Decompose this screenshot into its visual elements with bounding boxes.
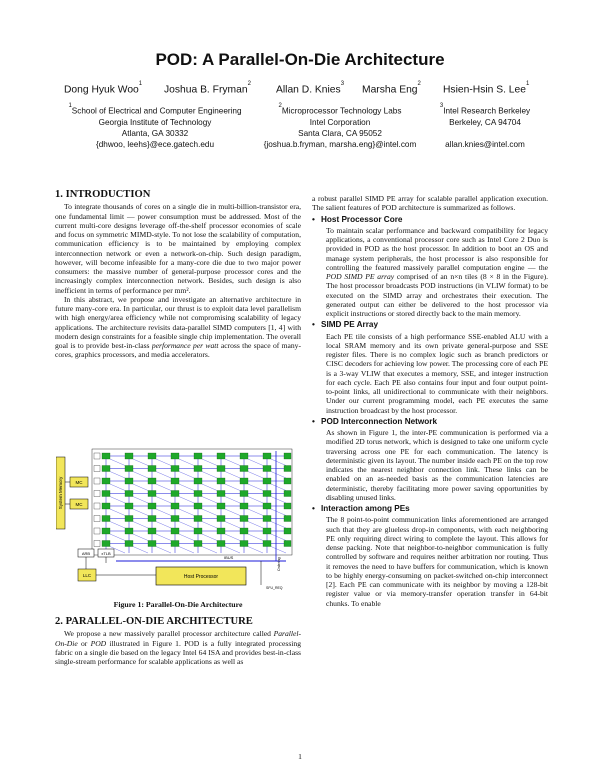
pe-tile [240,491,248,497]
pe-link [225,534,240,541]
pe-tile [148,541,156,547]
ordering-label: Ordering [277,557,281,571]
pe-tile [194,466,202,472]
bullet-heading: • POD Interconnection Network [312,416,438,426]
pe-tile [194,516,202,522]
section-heading: 1. INTRODUCTION [55,189,151,200]
rrq-block [94,541,100,547]
pe-tile [263,503,271,509]
pe-tile [240,478,248,484]
pe-tile [125,528,133,534]
pe-link [271,459,286,466]
paragraph: Each PE tile consists of a high performance SSE-enabled ALU with a local SRAM memory and its own private general-purpose and SSE register files. There is no complex logic such as branch predictors or CISC decoders for achieving low power. The processing core of each PE is a 3-way VLIW that executes a memory, SSE, and integer instruction for each cycle. Each PE also contains four input and four output point-to-point links, all unidirectional to communicate with their neighbors. Under our current programming model, each PE executes the same instruction broadcast by the host processor. [326,331,548,415]
pe-tile [263,478,271,484]
pe-link [110,509,125,516]
pe-link [156,497,171,504]
pe-tile [240,516,248,522]
pe-link [110,472,125,479]
pe-tile [125,503,133,509]
figure-pod-architecture [56,443,300,591]
rrq-block [94,491,100,497]
pe-tile [217,478,225,484]
pe-link [156,522,171,529]
pe-tile [171,491,179,497]
pe-tile [148,528,156,534]
pe-tile [102,541,110,547]
host-processor-label: Host Processor [183,574,219,580]
pe-link [156,472,171,479]
paragraph: In this abstract, we propose and investigate an alternative architecture in future many-core era. In particular, our thrust is to exploit data level parallelism with high energy/area efficiency while not compromising scalability of legacy applications. The architecture revisits data-parallel SIMD computers [1, 4] with modern design constraints for a feasible single chip implementation. The overall goal is to provide best-in-class performance per watt across the space of many-cores, graphics processors, and media accelerators. [55,294,301,360]
pe-tile [263,516,271,522]
sfu-block [284,453,291,459]
pe-link [248,547,263,554]
pe-tile [240,503,248,509]
pe-link [248,459,263,466]
pe-link [271,522,286,529]
pe-tile [102,528,110,534]
author: Hsien-Hsin S. Lee$^1$ [443,81,530,96]
pe-tile [240,541,248,547]
pe-link [133,522,148,529]
rrq-block [94,453,100,459]
pe-link [202,484,217,491]
pe-tile [263,453,271,459]
pe-link [110,497,125,504]
pe-link [110,484,125,491]
pe-link [271,497,286,504]
affiliation: $^2$Microprocessor Technology Labs Intel Corporation Santa Clara, CA 95052 {joshua.b.fryman, marsha.eng}@intel.com [263,103,417,149]
pe-tile [171,478,179,484]
pe-link [225,509,240,516]
rrq-block [94,466,100,472]
pe-link [133,534,148,541]
author: Allan D. Knies$^3$ [276,81,345,96]
pe-tile [171,541,179,547]
pe-link [248,484,263,491]
sfu-block [284,503,291,509]
mc-label: MC [75,502,83,507]
sfu-block [284,516,291,522]
pe-link [179,509,194,516]
paragraph: As shown in Figure 1, the inter-PE communication is performed via a modified 2D torus network, which is designed to take one uniform cycle traversing across one PE for each communication. The latency is deterministic given its layout. The number inside each PE on the top row indicates the nearest neighbor connection link. These links can be enabled on an as-needed basis as the communication latencies are deterministic, thereby facilitating more power saving opportunities by disabling unused links. [326,428,548,502]
bullet-heading: • Interaction among PEs [312,504,410,513]
figure-caption: Figure 1: Parallel-On-Die Architecture [113,600,243,609]
pe-tile [194,453,202,459]
system-memory-label: System Memory [58,476,63,510]
pe-link [133,509,148,516]
pe-link [156,484,171,491]
paragraph: To integrate thousands of cores on a single die in multi-billion-transistor era, one fundamental limit — power consumption must be addressed. Most of the current multi-core designs leverage off-the-shelf processor economies of scale and focus on symmetric MIMD-style. To not lose the scalability of computation, communication efficiency is to be maintained by employing complex interconnection network or even a network-on-chip. Such design paradigm, however, will become infeasible for a many-core die due to two major power consumers: the massive number of general-purpose processor cores and the increasingly complex interconnection network. Besides, such design is also inefficient in terms of performance per mm². [55,202,301,295]
sfu-block [284,528,291,534]
pe-link [202,497,217,504]
pe-tile [125,541,133,547]
sfu-block [284,541,291,547]
pe-link [202,522,217,529]
pe-tile [217,466,225,472]
pe-link [133,497,148,504]
pe-grid [94,451,291,561]
pe-tile [263,541,271,547]
pe-tile [240,528,248,534]
pe-tile [263,491,271,497]
pe-tile [194,503,202,509]
pe-tile [240,466,248,472]
rrq-block [94,516,100,522]
sfu-block [284,478,291,484]
pe-link [156,547,171,554]
pe-link [179,484,194,491]
pe-link [248,522,263,529]
pe-tile [102,516,110,522]
pe-tile [171,466,179,472]
page-number: 1 [298,752,302,761]
pe-link [110,522,125,529]
paper-title: POD: A Parallel-On-Die Architecture [155,50,445,69]
pe-tile [125,453,133,459]
pe-link [110,459,125,466]
author: Dong Hyuk Woo$^1$ [64,81,143,96]
pe-link [225,547,240,554]
pe-tile [194,478,202,484]
affiliation: $^1$School of Electrical and Computer Engineering Georgia Institute of Technology Atlanta, GA 30332 {dhwoo, leehs}@ece.gatech.edu [68,103,242,149]
pe-link [225,484,240,491]
pe-link [271,472,286,479]
pe-tile [217,503,225,509]
pe-tile [148,516,156,522]
author-list [0,81,600,98]
pe-tile [217,516,225,522]
pe-link [248,497,263,504]
author: Joshua B. Fryman$^2$ [164,81,251,96]
pe-link [133,459,148,466]
pe-link [133,472,148,479]
pe-link [202,509,217,516]
pe-tile [102,466,110,472]
pe-link [225,522,240,529]
pe-tile [171,528,179,534]
pe-tile [125,516,133,522]
pe-link [271,509,286,516]
pe-tile [217,528,225,534]
pe-tile [263,528,271,534]
pe-tile [148,491,156,497]
pe-tile [171,453,179,459]
pe-link [202,472,217,479]
pe-link [202,547,217,554]
pe-tile [102,491,110,497]
figure-diagram [56,443,300,591]
pe-tile [125,491,133,497]
author: Marsha Eng$^2$ [362,81,421,96]
pe-tile [102,478,110,484]
paragraph: The 8 point-to-point communication links aforementioned are arranged such that they are glueless drop-in components, with each neighboring PE only requiring direct wiring to complete the layout. This allows for dense packing. Note that neighbor-to-neighbor communication is fully controlled by software and requires neither arbitration nor routing. Thus it removes the need to have buffers for communication, which is known to be highly energy-consuming on packet-switched on-chip interconnect [2]. Each PE can communicate with its neighbor by moving a 128-bit register value or via memory-transfer operation transfer in 64-bit chunks. To enable [326,515,548,608]
xtlb-label: xTLB [101,551,111,556]
pe-link [179,497,194,504]
ibus-label: IBUS [224,555,234,560]
sfu-label: SFU_REQ [266,586,283,590]
pe-tile [194,491,202,497]
pe-link [156,534,171,541]
pe-link [225,472,240,479]
pe-tile [194,528,202,534]
pe-tile [148,466,156,472]
pe-tile [125,466,133,472]
paragraph: To maintain scalar performance and backward compatibility for legacy applications, a conventional processor core such as Intel Core 2 Duo is provided in POD as the host processor. In addition to boot an OS and manage system peripherals, the host processor is also responsible for controlling the featured massively parallel computation engine — the POD SIMD PE array comprised of an n×n tiles (8 × 8 in the Figure). The host processor broadcasts POD instructions (in VLIW format) to be executed on the SIMD array and orchestrates their execution. The generated output can either be delivered to the host processor via explicit instructions or stored directly back to the main memory. [326,225,548,318]
pe-tile [194,541,202,547]
pe-tile [102,503,110,509]
pe-link [248,509,263,516]
paragraph: a robust parallel SIMD PE array for scalable parallel application execution. The salient features of POD architecture is summarized as follows. [312,194,548,213]
pe-link [179,522,194,529]
pe-link [248,472,263,479]
pe-link [225,497,240,504]
section-heading: 2. PARALLEL-ON-DIE ARCHITECTURE [55,616,253,627]
pe-tile [148,478,156,484]
pe-link [202,459,217,466]
pe-tile [148,503,156,509]
section-introduction [55,190,301,360]
pe-tile [217,453,225,459]
arb-label: ARB [81,551,91,556]
pe-tile [125,478,133,484]
pe-tile [148,453,156,459]
pe-link [179,547,194,554]
pe-link [133,484,148,491]
rrq-block [94,503,100,509]
llc-label: LLC [82,573,92,578]
pe-link [156,459,171,466]
bullet-heading: • SIMD PE Array [312,320,379,330]
pe-link [202,534,217,541]
pe-link [225,459,240,466]
pe-tile [171,503,179,509]
pe-tile [171,516,179,522]
pe-link [248,534,263,541]
pe-link [179,472,194,479]
pe-link [271,534,286,541]
pe-link [110,534,125,541]
mc-label: MC [75,480,83,485]
right-column [312,194,548,608]
section-pod-architecture [55,617,301,666]
affiliation: $^3$Intel Research Berkeley Berkeley, CA 94704 allan.knies@intel.com [439,103,531,149]
rrq-block [94,528,100,534]
paragraph: We propose a new massively parallel processor architecture called Parallel-On-Die or POD illustrated in Figure 1. POD is a fully integrated processing fabric on a single die based on the legacy Intel 64 ISA and provides best-in-class single-stream performance for scalable applications as well as [55,629,302,666]
sfu-block [284,466,291,472]
sfu-block [284,491,291,497]
pe-link [156,509,171,516]
rrq-block [94,478,100,484]
pe-tile [217,541,225,547]
pe-tile [240,453,248,459]
pe-link [271,484,286,491]
pe-link [179,534,194,541]
pe-tile [263,466,271,472]
pe-link [179,459,194,466]
bullet-heading: • Host Processor Core [312,214,403,224]
pe-link [133,547,148,554]
pe-link [271,547,286,554]
pe-tile [217,491,225,497]
pe-tile [102,453,110,459]
